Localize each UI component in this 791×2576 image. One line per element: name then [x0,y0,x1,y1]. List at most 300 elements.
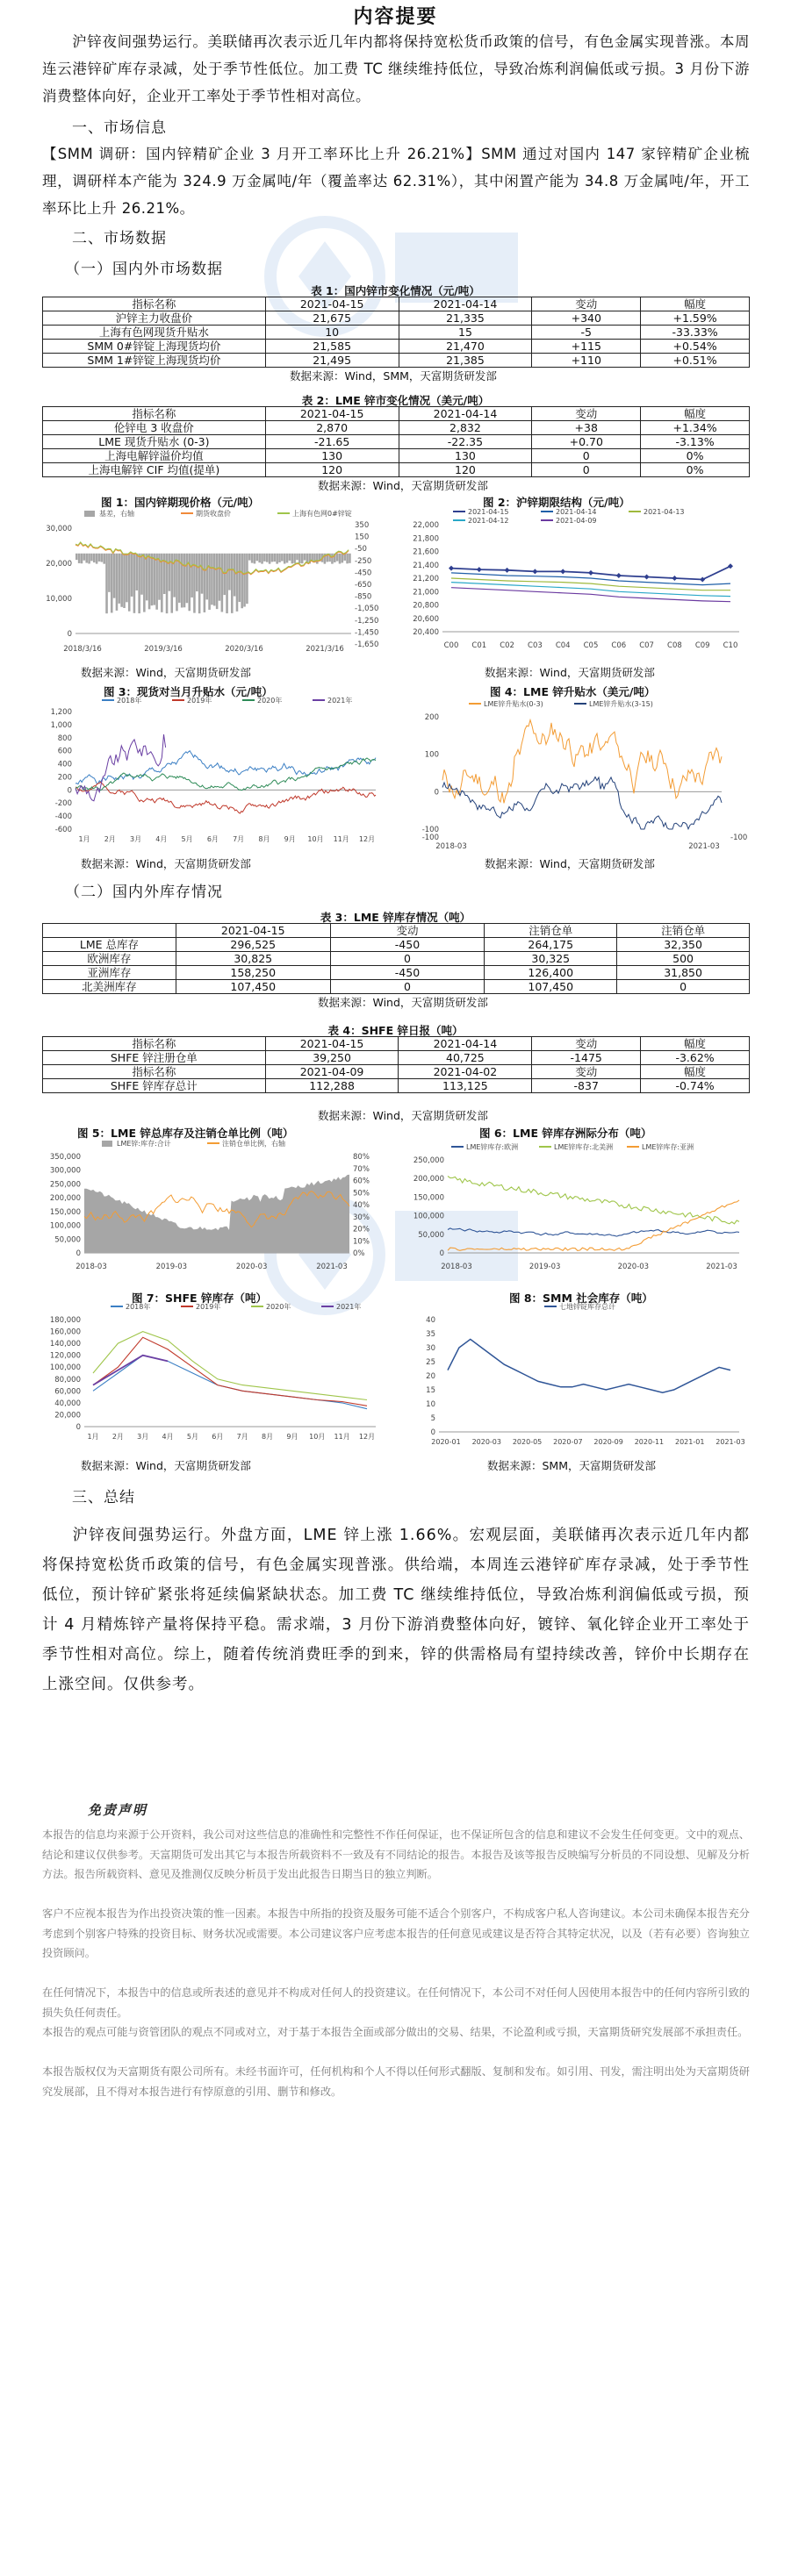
legend-label: 2020年 [257,697,283,705]
x-tick-label: 2019/3/16 [144,645,183,654]
x-tick-label: C04 [555,641,571,650]
fig7-source: 数据来源：Wind，天富期货研发部 [81,1459,251,1472]
basis-bar [228,554,231,590]
table-cell: 幅度 [641,407,750,421]
legend-swatch [102,1141,112,1147]
x-tick-label: C03 [528,641,543,650]
basis-bar [201,554,204,594]
x-tick-label: 2019-03 [529,1263,561,1271]
table-cell: -837 [532,1079,641,1093]
fig8-chart [406,1304,752,1449]
basis-bar [163,554,166,594]
y-tick-label: 250,000 [413,1156,444,1165]
table-cell: 21,335 [399,311,532,326]
table-cell: -21.65 [265,435,399,449]
table-row [43,980,750,994]
basis-bar [116,554,119,611]
table-cell: 0% [641,449,750,463]
disclaimer-paragraph-2: 客户不应视本报告为作出投资决策的惟一因素。本报告中所指的投资及服务可能不适合个别客户，不构成客户私人咨询建议。本公司未确保本报告充分考虑到个别客户特殊的投资目标、财务状况或需要。本公司建议客户应考虑本报告的任何意见或建议是否符合其特定状况，以及（若有必要）咨询独立投资顾问。 [42,1907,750,1959]
x-tick-label: 6月 [212,1433,224,1441]
table-cell: 2021-04-15 [265,1037,399,1051]
basis-bar [339,554,342,564]
y2-tick-label: 30% [353,1213,370,1222]
y2-tick-label: -250 [355,556,372,566]
table-cell: 40,725 [399,1051,532,1065]
x-tick-label: 2020/3/16 [225,645,263,654]
table4 [42,1036,750,1093]
table-cell: 2,832 [399,421,532,435]
basis-bar [113,554,116,598]
basis-bar [276,554,278,564]
fig2-source: 数据来源：Wind，天富期货研发部 [485,666,655,679]
basis-bar [278,554,281,562]
table-cell: SMM 1#锌锭上海现货均价 [43,354,266,368]
fig7-title: 图 7：SHFE 锌库存（吨） [132,1292,267,1305]
y-tick-label: 25 [426,1358,435,1367]
basis-bar [239,554,241,602]
basis-bar [216,554,219,609]
y-tick-label: 21,600 [413,547,439,557]
fig3-source: 数据来源：Wind，天富期货研发部 [81,857,251,870]
legend-label: LME锌升贴水(0-3) [484,700,543,708]
basis-bar [108,554,111,592]
summary-paragraph: 沪锌夜间强势运行。美联储再次表示近几年内都将保持宽松货币政策的信号，有色金属实现普涨。本周连云港锌矿库存录减，处于季节性低位。加工费 TC 继续维持低位，导致冶炼利润偏低或亏损。3 月份下游消费整体向好，企业开工率处于季节性相对高位。 [42,33,750,104]
y2-tick-label: 50% [353,1189,370,1199]
table-cell: 21,470 [399,340,532,354]
y2-tick-label: -1,650 [355,640,379,649]
basis-bar [186,554,189,603]
table-header-row [43,1065,750,1079]
legend-label: 七地锌锭库存总计 [559,1303,615,1311]
y2-tick-label: 350 [355,521,370,530]
table-cell: +38 [532,421,641,435]
legend-label: LME锌库存:亚洲 [642,1143,694,1151]
table-cell: 上海电解锌溢价均值 [43,449,266,463]
series-marker [700,577,705,583]
y-tick-label: 300,000 [49,1166,81,1176]
fig4-chart [406,698,752,851]
basis-bar [208,554,211,610]
basis-bar [151,554,154,605]
table-cell: 2021-04-15 [265,297,399,311]
y-tick-label: 600 [57,747,72,756]
x-tick-label: 2月 [111,1433,124,1441]
x-tick-label: 5月 [186,1433,199,1441]
basis-bar [131,554,133,597]
basis-bar [96,554,98,564]
legend-label: 2020年 [266,1303,291,1311]
basis-bar [248,554,251,561]
basis-bar [205,554,208,600]
table-cell: 幅度 [641,1037,750,1051]
basis-bar [83,554,86,561]
table-cell: +340 [532,311,641,326]
x-tick-label: 2018-03 [441,1263,472,1271]
table1-source: 数据来源：Wind，SMM，天富期货研发部 [290,369,497,383]
y-tick-label: 20,000 [46,560,72,569]
basis-bar [246,554,248,604]
x-tick-label: 2020-11 [634,1438,665,1446]
basis-bar [293,554,296,563]
table-cell: 21,675 [265,311,399,326]
table-cell: 107,450 [485,980,617,994]
series-marker [728,563,733,569]
x-tick-label: 9月 [284,835,296,843]
basis-bar [138,554,140,613]
basis-bar [146,554,148,601]
basis-bar [286,554,289,563]
basis-bar [98,554,101,562]
basis-bar [234,554,236,597]
x-tick-label: 2021/3/16 [306,645,344,654]
disclaimer-paragraph-3: 在任何情况下，本报告中的信息或所表述的意见并不构成对任何人的投资建议。在任何情况下，本公司不对任何人因使用本报告中的任何内容所引致的损失负任何责任。 [42,1986,750,2019]
fig1-title: 图 1：国内锌期现价格（元/吨） [101,496,260,509]
table-cell: 2021-04-15 [176,924,330,938]
y-tick-label: 0 [434,788,439,798]
basis-bar [136,554,139,590]
table2-caption: 表 2：LME 锌市变化情况（美元/吨） [301,394,490,407]
y-tick-label: 22,000 [413,521,439,530]
table-cell: 北美洲库存 [43,980,176,994]
table-cell: -3.62% [641,1051,750,1065]
legend-label: 2021-04-09 [556,517,597,525]
x-tick-label: C10 [723,641,738,650]
y-tick-label: 1,000 [50,720,72,730]
basis-bar [213,554,216,606]
fig3-chart [42,698,389,847]
table-cell: LME 总库存 [43,938,176,952]
table-cell: 107,450 [176,980,330,994]
basis-bar [103,554,105,564]
y-tick-label: 200 [57,773,72,783]
basis-bar [198,554,201,613]
table-row [43,435,750,449]
x-tick-label: 1月 [78,835,90,843]
series-marker [505,568,510,573]
table1 [42,297,750,368]
fig2-title: 图 2：沪锌期限结构（元/吨） [483,496,630,509]
table1-caption: 表 1：国内锌市变化情况（元/吨） [311,284,480,297]
series-line [93,1337,367,1406]
fig6-chart [406,1141,752,1281]
y-tick-label: 150,000 [49,1207,81,1217]
basis-bar [306,554,309,563]
table-cell: 亚洲库存 [43,966,176,980]
table-cell: 0% [641,463,750,477]
series-marker [672,576,677,581]
series-marker [477,567,482,572]
legend-label: 2021-04-13 [644,508,685,516]
basis-bar [219,554,221,601]
basis-bar [296,554,298,560]
basis-bar [148,554,151,610]
y-tick-label: 0 [439,1249,444,1258]
fig4-title: 图 4：LME 锌升贴水（美元/吨） [490,685,656,698]
table-cell: 变动 [330,924,485,938]
legend-label: 2019年 [196,1303,221,1311]
table-row [43,938,750,952]
legend-label: 2021年 [327,697,353,705]
x-tick-label: 12月 [358,1433,376,1441]
series-marker [616,573,622,578]
y-tick-label: 50,000 [54,1235,81,1245]
legend-label: 期货收盘价 [196,510,231,518]
x-tick-label: 2020-05 [512,1438,543,1446]
fig4-source: 数据来源：Wind，天富期货研发部 [485,857,655,870]
y2-tick-label: 150 [355,533,370,542]
y-tick-label: 21,200 [413,575,439,583]
table-cell: -3.13% [641,435,750,449]
table-row [43,966,750,980]
table-header-row [43,924,750,938]
series-line [76,782,376,813]
x-tick-label: 4月 [162,1433,174,1441]
section-heading-market-data: 二、市场数据 [72,230,167,247]
y-tick-label: 200,000 [49,1194,81,1204]
y-tick-label: -100 [421,826,439,834]
table-cell: 0 [532,463,641,477]
table-cell: 注销仓单 [617,924,750,938]
fig6-title: 图 6：LME 锌库存洲际分布（吨） [479,1127,652,1140]
table-cell: +110 [532,354,641,368]
basis-bar [126,554,128,603]
table-cell: 0 [532,449,641,463]
y-tick-label: 21,800 [413,534,439,544]
table-cell: +0.70 [532,435,641,449]
y-tick-label: 200,000 [413,1175,444,1184]
table-cell: 0 [617,980,750,994]
disclaimer-paragraph-4: 本报告的观点可能与资管团队的观点不同或对立，对于基于本报告全面或部分做出的交易、结果，不论盈利或亏损，天富期货研究发展部不承担责任。 [42,2026,749,2038]
series-line [448,1339,730,1392]
series-marker [449,566,454,571]
basis-bar [119,554,121,604]
x-tick-label: 2020-09 [593,1438,623,1446]
basis-bar [258,554,261,562]
table-row [43,952,750,966]
x-tick-label: 1月 [87,1433,99,1441]
table-header-row [43,297,750,311]
table-cell: 120 [399,463,532,477]
basis-bar [291,554,293,564]
x-tick-label: 2020-03 [235,1263,268,1271]
x-tick-label: C06 [611,641,627,650]
table-cell: 指标名称 [43,1037,266,1051]
table-header-row [43,1037,750,1051]
x-tick-label: 9月 [286,1433,298,1441]
series-line [93,1332,367,1400]
basis-bar [304,554,306,561]
table-cell: 指标名称 [43,1065,266,1079]
y2-tick-label: 20% [353,1225,370,1234]
basis-bar [223,554,226,595]
series-line [442,720,722,804]
x-tick-label: 2021-03 [688,842,720,851]
x-tick-label: 2018-03 [76,1263,107,1271]
x-tick-label: 2020-07 [553,1438,583,1446]
fig5-title: 图 5：LME 锌总库存及注销仓单比例（吨） [77,1127,294,1140]
y-tick-label: 40,000 [54,1399,81,1408]
legend-label: 基差，右轴 [99,510,134,518]
table-cell: 2021-04-14 [399,407,532,421]
table-cell: 变动 [532,1037,641,1051]
fig8-title: 图 8：SMM 社会库存（吨） [509,1292,653,1305]
y-tick-label: 0 [67,786,72,796]
y-tick-label: 180,000 [49,1316,81,1325]
table-cell: 欧洲库存 [43,952,176,966]
table-cell: +1.59% [641,311,750,326]
table-cell: 伦锌电 3 收盘价 [43,421,266,435]
y-tick-label: 0 [67,630,72,639]
page-title: 内容提要 [353,6,438,28]
y2-tick-label: -850 [355,592,372,602]
basis-bar [196,554,198,591]
basis-bar [254,554,256,564]
table-header-row [43,407,750,421]
y2-tick-label: 60% [353,1177,370,1186]
basis-bar [143,554,146,612]
x-tick-label: 2月 [104,835,116,843]
fig8-source: 数据来源：SMM，天富期货研发部 [487,1459,657,1472]
y2-tick-label: 80% [353,1153,370,1162]
basis-bar [236,554,239,612]
x-tick-label: 2021-03 [316,1263,348,1271]
basis-bar [105,554,108,613]
fig1-chart [42,509,389,658]
series-line [448,1200,739,1251]
legend-swatch [84,511,95,517]
y-tick-label: 140,000 [49,1340,81,1349]
table-row [43,449,750,463]
table-cell: 2021-04-14 [399,297,532,311]
basis-bar [226,554,228,613]
table4-caption: 表 4：SHFE 锌日报（吨） [327,1024,464,1037]
table-cell: 沪锌主力收盘价 [43,311,266,326]
basis-bar [346,554,349,564]
basis-bar [101,554,104,562]
table-row [43,311,750,326]
y-tick-label: 10 [426,1400,435,1409]
table-cell: SHFE 锌注册仓单 [43,1051,266,1065]
table-cell: 264,175 [485,938,617,952]
y-tick-label: 21,400 [413,561,439,570]
y-tick-label-neg: -100 [730,834,748,842]
x-tick-label: 11月 [333,835,349,843]
table-cell: 130 [399,449,532,463]
x-tick-label: C00 [443,641,459,650]
table-cell: 15 [399,326,532,340]
basis-bar [221,554,224,612]
basis-bar [193,554,196,613]
legend-label: 2021年 [336,1303,362,1311]
x-tick-label: 2020-03 [617,1263,650,1271]
table-cell: 上海电解锌 CIF 均值(提单) [43,463,266,477]
basis-bar [93,554,96,562]
basis-bar [231,554,234,613]
table-cell: 21,585 [265,340,399,354]
basis-bar [123,554,126,608]
basis-bar [90,554,93,562]
x-tick-label: C01 [471,641,487,650]
x-tick-label: 2018-03 [435,842,467,851]
table-cell: LME 现货升贴水 (0-3) [43,435,266,449]
series-marker [560,569,565,574]
basis-bar [153,554,155,605]
y-tick-label: 40 [426,1316,435,1325]
basis-bar [301,554,304,563]
y-tick-label: 35 [426,1330,435,1339]
table-cell: 变动 [532,407,641,421]
y2-tick-label: 40% [353,1201,370,1210]
y2-tick-label: -650 [355,581,372,590]
x-tick-label: C09 [694,641,710,650]
table-cell: 31,850 [617,966,750,980]
basis-bar [336,554,339,562]
y2-tick-label: 70% [353,1164,370,1174]
basis-bar [211,554,213,605]
table-cell: 幅度 [641,297,750,311]
x-tick-label: 2021-03 [715,1438,745,1446]
y2-tick-label: 10% [353,1237,370,1247]
table-cell: 注销仓单 [485,924,617,938]
table-cell: 变动 [532,1065,641,1079]
conclusion-paragraph: 沪锌夜间强势运行。外盘方面，LME 锌上涨 1.66%。宏观层面，美联储再次表示近几年内都将保持宽松货币政策的信号，有色金属实现普涨。供给端，本周连云港锌矿库存录减，处于季节性低位，预计锌矿紧张将延续偏紧缺状态。加工费 TC 继续维持低位，导致冶炼利润偏低或亏损，预计 4 月精炼锌产量将保持平稳。需求端，3 月份下游消费整体向好，镀锌、氧化锌企业开工率处于季节性相对高位。综上，随着传统消费旺季的到来，锌的供需格局有望持续改善，锌价中长期存在上涨空间。仅供参考。 [42,1527,750,1693]
basis-bar [251,554,254,563]
basis-bar [256,554,259,561]
basis-bar [271,554,274,562]
basis-bar [298,554,301,563]
basis-bar [181,554,183,608]
table4-source: 数据来源：Wind，天富期货研发部 [318,1109,488,1122]
y2-tick-label: -450 [355,569,372,578]
series-line [448,1228,739,1236]
basis-bar [81,554,83,563]
table-cell: 120 [265,463,399,477]
table-cell: 30,325 [485,952,617,966]
basis-bar [128,554,131,612]
series-line [448,1177,739,1224]
y-tick-label: 100 [424,750,439,760]
y-tick-label: 100,000 [413,1212,444,1221]
table-cell: -0.74% [641,1079,750,1093]
table-cell: +1.34% [641,421,750,435]
table-cell: 变动 [532,297,641,311]
basis-bar [111,554,113,613]
legend-label: 2021-04-15 [468,508,509,516]
legend-label: 2019年 [187,697,212,705]
y-tick-label: 120,000 [49,1351,81,1361]
fig7-chart [42,1304,389,1449]
basis-bar [243,554,246,607]
market-info-paragraph: 【SMM 调研：国内锌精矿企业 3 月开工率环比上升 26.21%】SMM 通过对国内 147 家锌精矿企业梳理，调研样本产能为 324.9 万金属吨/年（覆盖率达 62.31%），其中闲置产能为 34.8 万金属吨/年，开工率环比上升 26.21%。 [42,146,750,217]
table-cell: 112,288 [265,1079,399,1093]
basis-bar [88,554,90,564]
legend-label: LME锌升贴水(3-15) [589,700,653,708]
disclaimer-paragraph-5: 本报告版权仅为天富期货有限公司所有。未经书面许可，任何机构和个人不得以任何形式翻版、复制和发布。如引用、刊发，需注明出处为天富期货研究发展部，且不得对本报告进行有悖原意的引用、删节和修改。 [42,2065,750,2098]
y-tick-label-neg: -100 [421,834,439,842]
table-cell: 10 [265,326,399,340]
subsection-heading-inventory: （二）国内外库存情况 [65,884,223,901]
table-cell: 21,385 [399,354,532,368]
basis-bar [266,554,269,562]
y-tick-label: 20,800 [413,601,439,611]
table-cell: 0 [330,980,485,994]
table-cell: +115 [532,340,641,354]
table-cell: 158,250 [176,966,330,980]
series-line [76,751,376,784]
x-tick-label: 4月 [155,835,168,843]
basis-bar [133,554,136,613]
x-tick-label: 5月 [181,835,193,843]
